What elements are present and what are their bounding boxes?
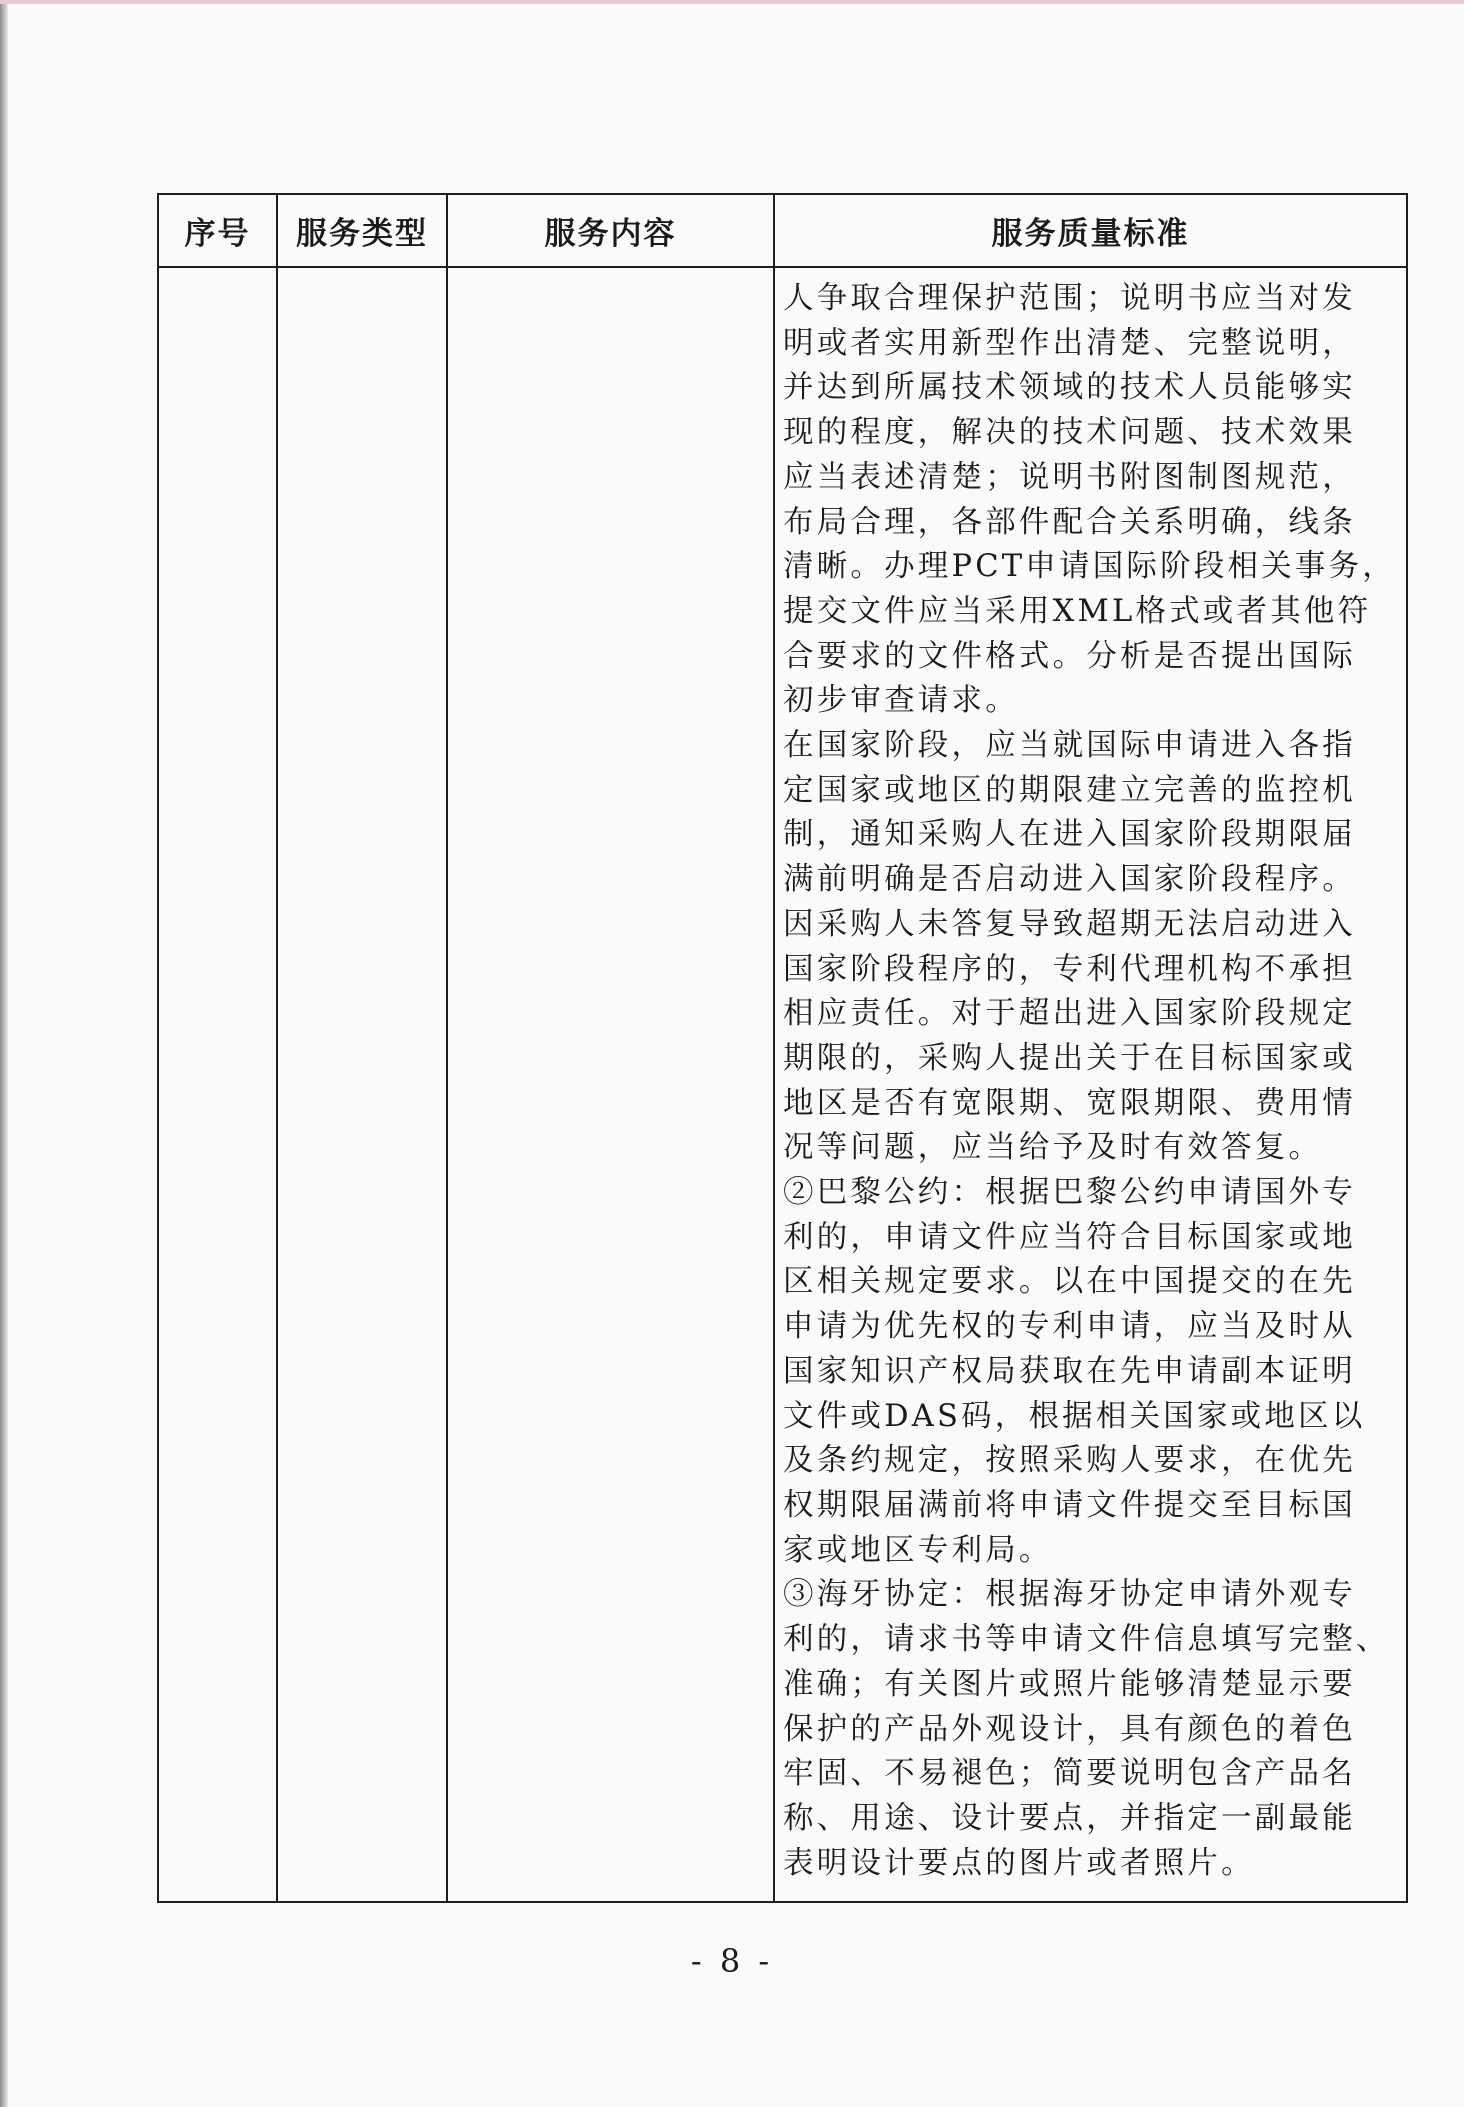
standard-line: 申请为优先权的专利申请，应当及时从 — [783, 1309, 1356, 1345]
column-divider — [276, 195, 278, 1901]
standard-line: 地区是否有宽限期、宽限期限、费用情 — [783, 1085, 1356, 1121]
standard-line: 利的，申请文件应当符合目标国家或地 — [783, 1219, 1356, 1255]
standard-line: 布局合理，各部件配合关系明确，线条 — [783, 504, 1356, 540]
header-service-content: 服务内容 — [544, 216, 677, 252]
standard-line: 清晰。办理PCT申请国际阶段相关事务， — [783, 549, 1397, 585]
standard-line: 相应责任。对于超出进入国家阶段规定 — [783, 996, 1356, 1032]
page-number: - 8 - — [690, 1942, 774, 1980]
column-divider — [773, 195, 775, 1901]
standard-line: 利的，请求书等申请文件信息填写完整、 — [783, 1622, 1390, 1658]
standard-line: 制，通知采购人在进入国家阶段期限届 — [783, 817, 1356, 853]
standard-line: 称、用途、设计要点，并指定一副最能 — [783, 1800, 1356, 1836]
standard-line: 初步审查请求。 — [783, 683, 1019, 719]
standard-line: 在国家阶段，应当就国际申请进入各指 — [783, 728, 1356, 764]
standard-line: 现的程度，解决的技术问题、技术效果 — [783, 415, 1356, 451]
header-index: 序号 — [184, 216, 251, 252]
standard-line: 及条约规定，按照采购人要求，在优先 — [783, 1443, 1356, 1479]
scan-edge — [0, 0, 8, 2107]
standard-line: 期限的，采购人提出关于在目标国家或 — [783, 1040, 1356, 1076]
standard-line: 保护的产品外观设计，具有颜色的着色 — [783, 1711, 1356, 1747]
quality-standard-cell — [783, 277, 1395, 1886]
standard-line: 家或地区专利局。 — [783, 1532, 1053, 1568]
header-divider — [159, 266, 1406, 268]
standard-line: 文件或DAS码，根据相关国家或地区以 — [783, 1398, 1366, 1434]
standard-line: ③海牙协定：根据海牙协定申请外观专 — [783, 1577, 1356, 1613]
standard-line: 表明设计要点的图片或者照片。 — [783, 1845, 1255, 1881]
standard-line: 提交文件应当采用XML格式或者其他符 — [783, 593, 1372, 629]
standard-line: ②巴黎公约：根据巴黎公约申请国外专 — [783, 1175, 1356, 1211]
standard-line: 区相关规定要求。以在中国提交的在先 — [783, 1264, 1356, 1300]
scan-top-edge — [0, 0, 1464, 4]
standard-line: 牢固、不易褪色；简要说明包含产品名 — [783, 1756, 1356, 1792]
standard-line: 因采购人未答复导致超期无法启动进入 — [783, 906, 1356, 942]
column-divider — [446, 195, 448, 1901]
standard-line: 人争取合理保护范围；说明书应当对发 — [783, 281, 1356, 316]
standard-line: 明或者实用新型作出清楚、完整说明， — [783, 325, 1356, 361]
standard-line: 况等问题，应当给予及时有效答复。 — [783, 1130, 1323, 1166]
standard-line: 准确；有关图片或照片能够清楚显示要 — [783, 1666, 1356, 1702]
standard-line: 国家知识产权局获取在先申请副本证明 — [783, 1353, 1356, 1389]
header-quality-standard: 服务质量标准 — [991, 216, 1190, 252]
header-service-type: 服务类型 — [296, 216, 428, 252]
standard-line: 国家阶段程序的，专利代理机构不承担 — [783, 951, 1356, 987]
standard-line: 应当表述清楚；说明书附图制图规范， — [783, 459, 1356, 495]
standard-line: 并达到所属技术领域的技术人员能够实 — [783, 370, 1356, 406]
standard-line: 满前明确是否启动进入国家阶段程序。 — [783, 862, 1356, 898]
service-standards-table — [157, 193, 1408, 1903]
standard-line: 定国家或地区的期限建立完善的监控机 — [783, 772, 1356, 808]
standard-line: 合要求的文件格式。分析是否提出国际 — [783, 638, 1356, 674]
standard-line: 权期限届满前将申请文件提交至目标国 — [783, 1487, 1356, 1523]
